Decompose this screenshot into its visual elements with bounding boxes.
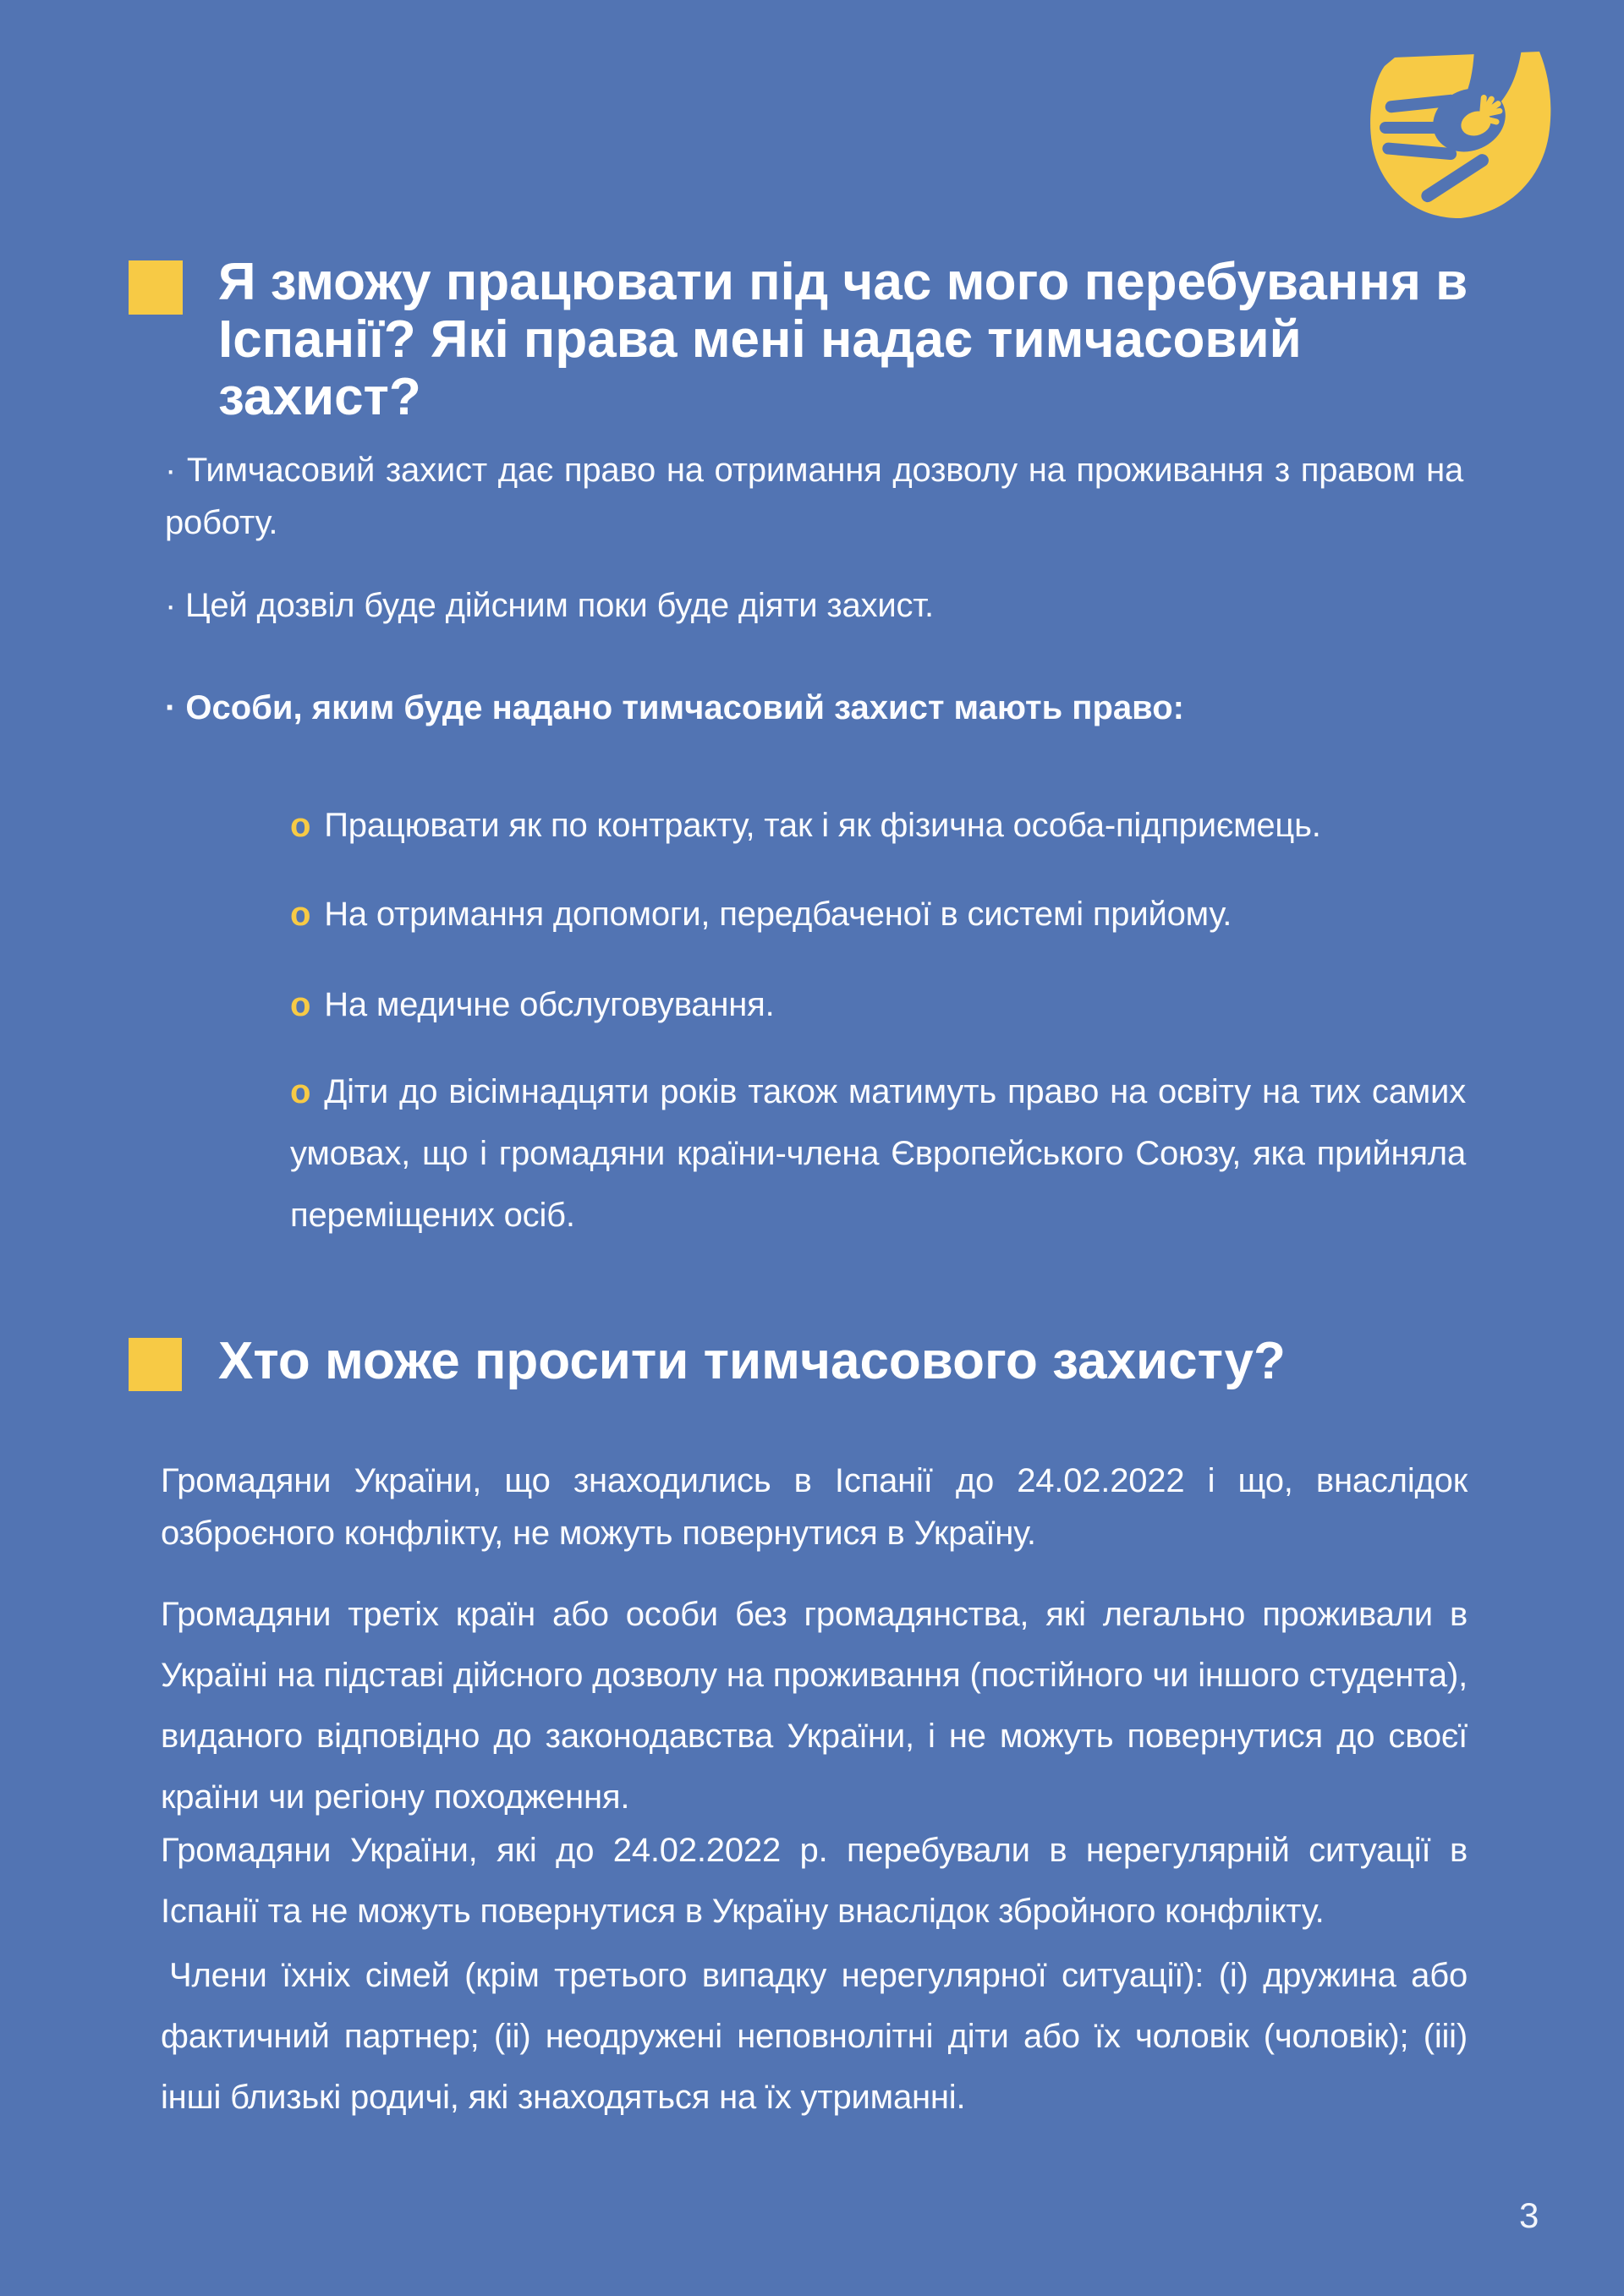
bold-lead-paragraph: · Особи, яким буде надано тимчасовий захист мають право: [165,689,1184,726]
sub-bullet-item [290,974,1466,1036]
section1-heading-marker [129,260,183,315]
sub-bullet-text: Діти до вісімнадцяти років також матимуть право на освіту на тих самих умовах, що і громадяни країни-члена Європейського Союзу, яка прийняла переміщених осіб. [290,1073,1466,1234]
section2-heading-marker [129,1338,182,1391]
sub-bullet-item [290,1061,1466,1247]
body-paragraph: Громадяни третіх країн або особи без громадянства, які легально проживали в Україні на підставі дійсного дозволу на проживання (постійного чи іншого студента), виданого відповідно до законодавства України, і не можуть повернутися до своєї країни чи регіону походження. [161,1596,1468,1816]
sub-bullet-item [290,884,1466,945]
page-number: 3 [1519,2195,1539,2235]
sub-bullet-marker: o [290,1073,311,1110]
sub-bullet-marker: o [290,896,311,933]
hands-u-logo [1366,49,1555,222]
sub-bullet-item [290,795,1466,857]
sub-bullet-text: На отримання допомоги, передбаченої в системі прийому. [324,896,1232,933]
sub-bullet-text: На медичне обслуговування. [324,986,775,1023]
body-paragraph: Члени їхніх сімей (крім третього випадку нерегулярної ситуації): (і) дружина або фактичний партнер; (іі) неодружені неповнолітні діти або їх чоловік (чоловік); (ііі) інші близькі родичі, які знаходяться на їх утриманні. [161,1957,1468,2116]
section1-heading: Я зможу працювати під час мого перебування в Іспанії? Які права мені надає тимчасовий захист? [218,253,1468,426]
sub-bullet-marker: o [290,986,311,1023]
body-paragraph: Громадяни України, що знаходились в Іспанії до 24.02.2022 і що, внаслідок озброєного конфлікту, не можуть повернутися в Україну. [161,1462,1468,1552]
section2-heading: Хто може просити тимчасового захисту? [218,1332,1286,1390]
bullet-paragraph: · Цей дозвіл буде дійсним поки буде діяти захист. [165,587,934,624]
sub-bullet-text: Працювати як по контракту, так і як фізична особа-підприємець. [324,807,1321,844]
hands-u-logo-graphic [1366,49,1555,222]
sub-bullet-marker: o [290,807,311,844]
bullet-paragraph: · Тимчасовий захист дає право на отримання дозволу на проживання з правом на роботу. [165,452,1463,541]
body-paragraph: Громадяни України, які до 24.02.2022 р. перебували в нерегулярній ситуації в Іспанії та не можуть повернутися в Україну внаслідок збройного конфлікту. [161,1832,1468,1930]
